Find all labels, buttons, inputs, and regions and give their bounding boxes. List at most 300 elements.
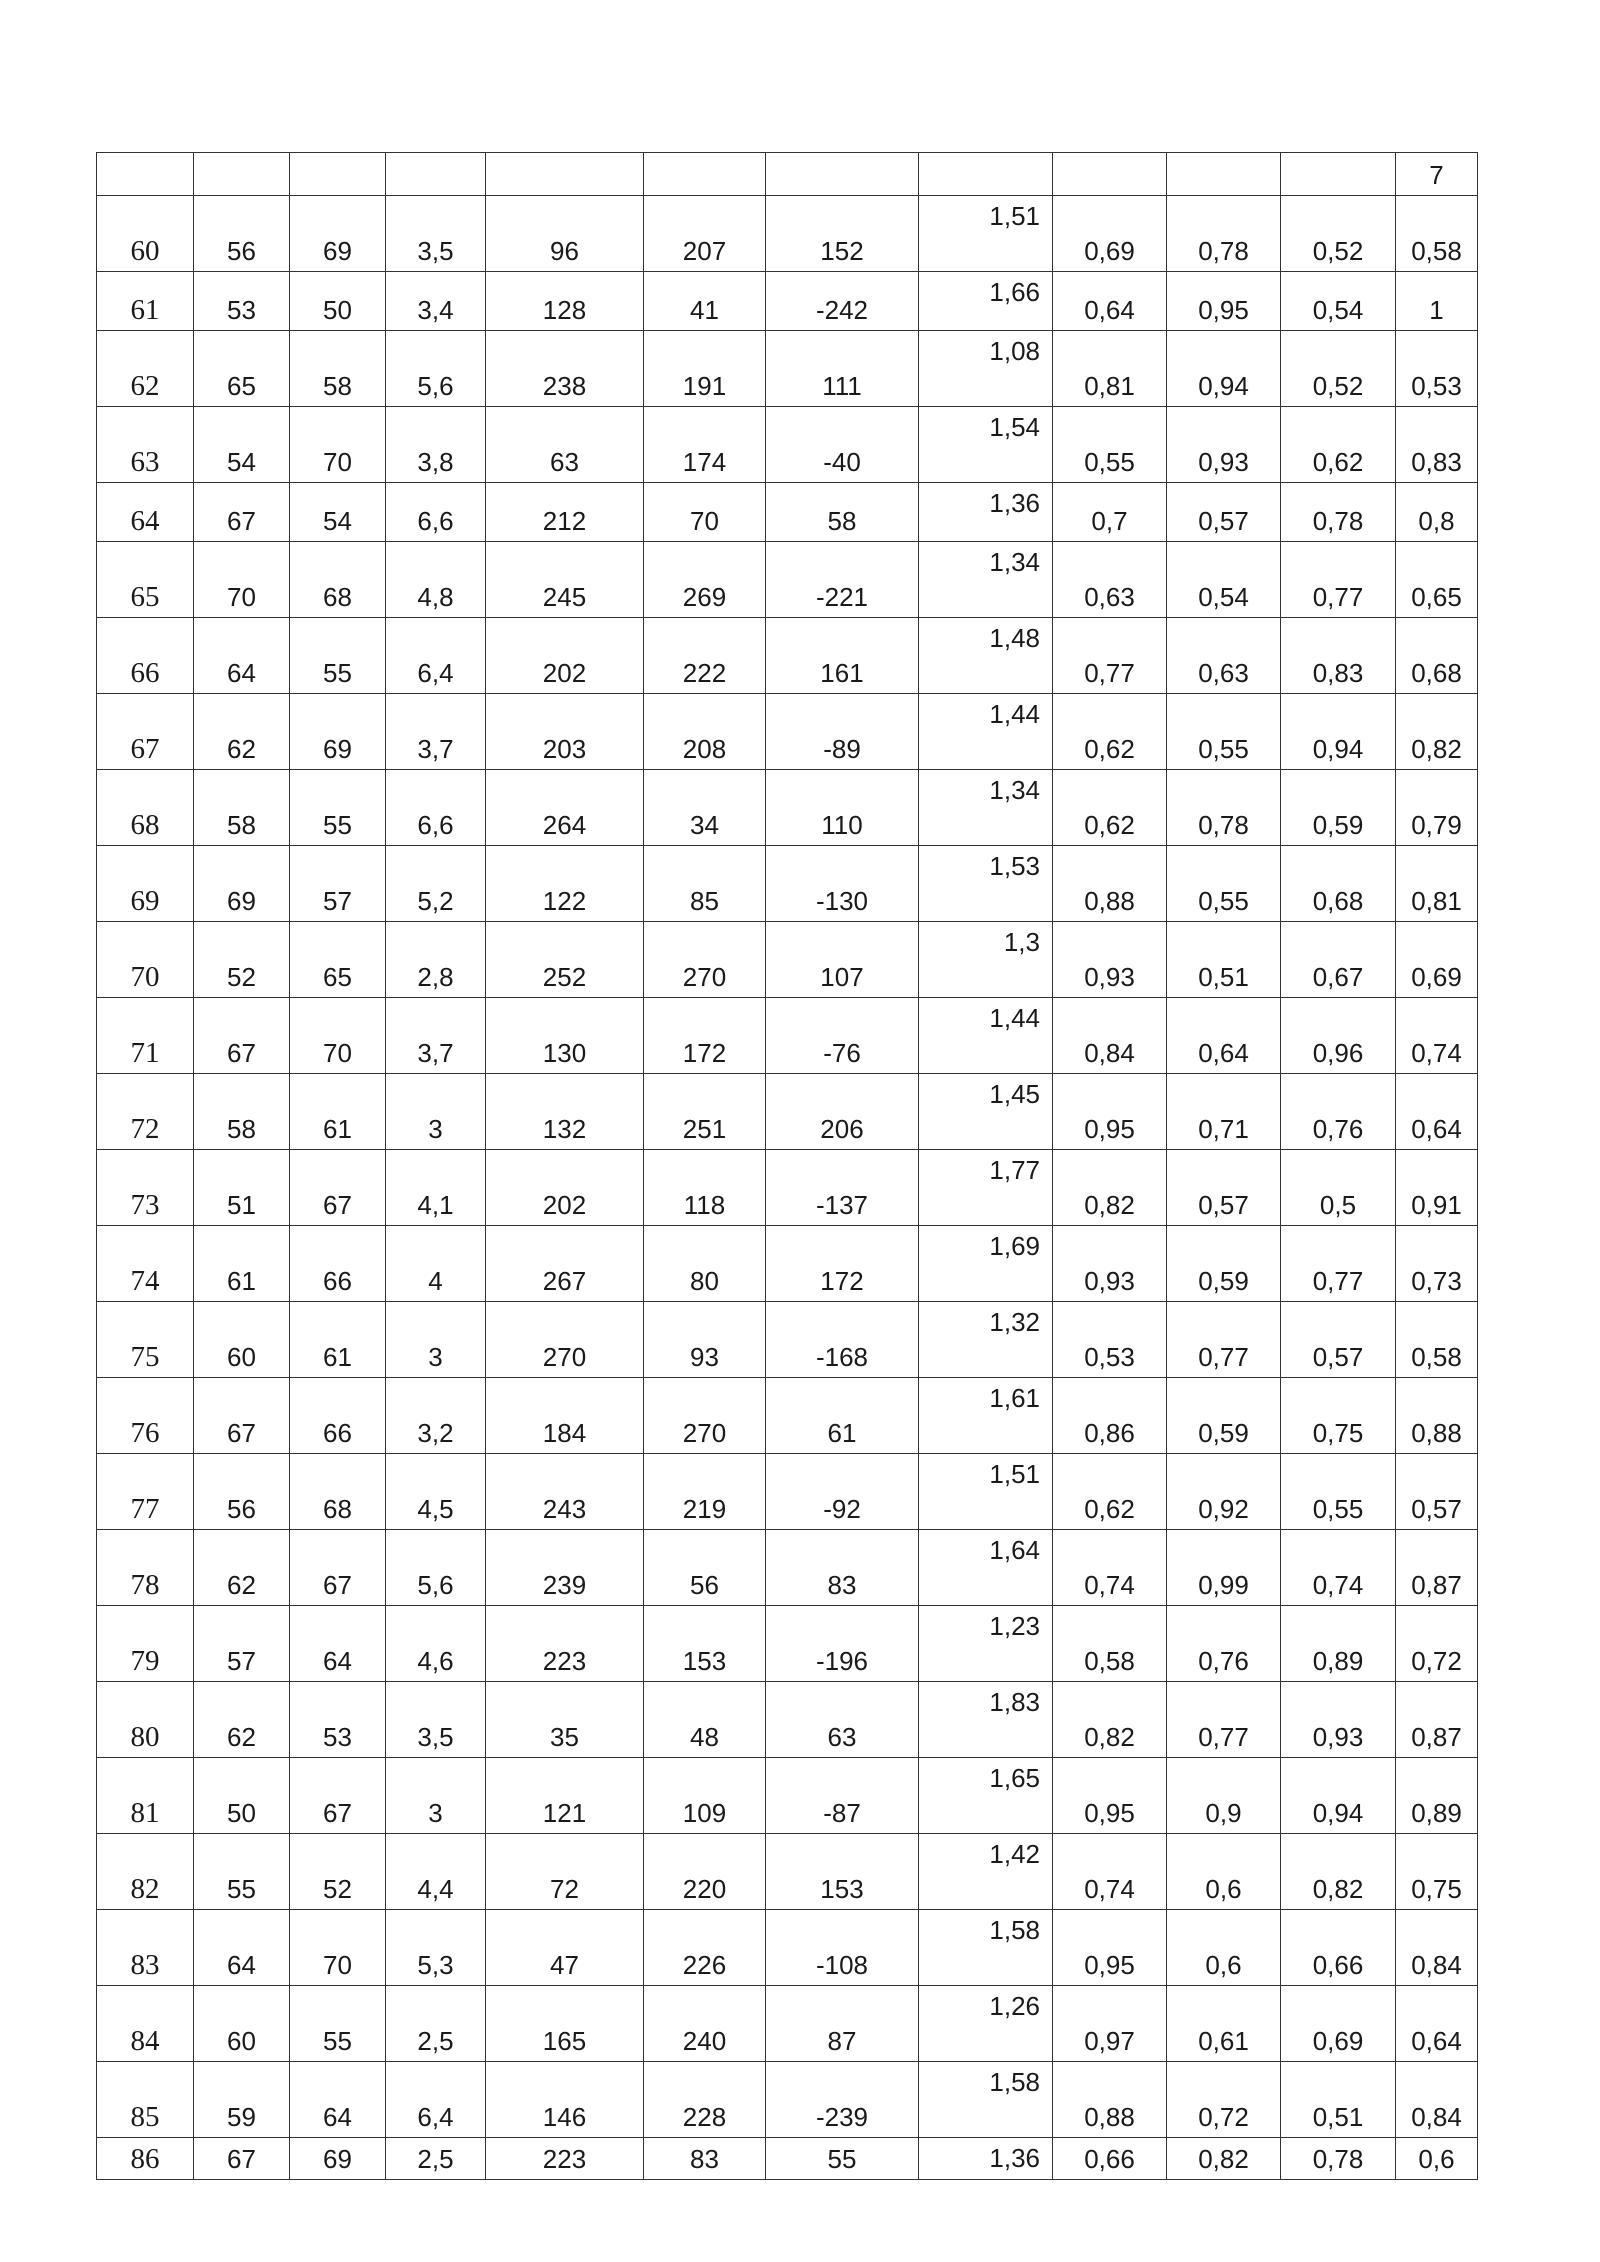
table-cell <box>386 153 486 196</box>
row-number-cell: 72 <box>97 1074 194 1150</box>
table-row <box>97 153 1478 196</box>
table-cell: 0,51 <box>1281 2062 1396 2138</box>
row-number-cell: 85 <box>97 2062 194 2138</box>
table-cell: 0,79 <box>1396 770 1478 846</box>
table-cell: 0,74 <box>1281 1530 1396 1606</box>
table-cell: 267 <box>486 1226 644 1302</box>
table-row <box>97 1606 1478 1682</box>
table-row <box>97 1834 1478 1910</box>
table-row <box>97 618 1478 694</box>
table-cell: 0,93 <box>1167 407 1281 483</box>
table-cell: 0,95 <box>1053 1074 1167 1150</box>
table-cell: 55 <box>766 2138 919 2180</box>
table-row <box>97 272 1478 331</box>
table-cell: 58 <box>194 1074 290 1150</box>
table-cell: 0,72 <box>1167 2062 1281 2138</box>
table-cell: 0,7 <box>1053 483 1167 542</box>
table-cell: -221 <box>766 542 919 618</box>
table-cell: 0,54 <box>1281 272 1396 331</box>
table-row <box>97 846 1478 922</box>
table-cell: 0,62 <box>1053 770 1167 846</box>
table-cell: 264 <box>486 770 644 846</box>
table-cell: 83 <box>766 1530 919 1606</box>
table-cell: 0,77 <box>1281 1226 1396 1302</box>
table-cell: 220 <box>644 1834 766 1910</box>
table-cell: 0,82 <box>1053 1150 1167 1226</box>
table-cell: 270 <box>644 922 766 998</box>
table-cell: 110 <box>766 770 919 846</box>
table-cell: 69 <box>290 694 386 770</box>
table-row <box>97 1454 1478 1530</box>
table-cell: 226 <box>644 1910 766 1986</box>
table-cell: 174 <box>644 407 766 483</box>
row-number-cell: 70 <box>97 922 194 998</box>
table-cell: 240 <box>644 1986 766 2062</box>
table-cell: 0,52 <box>1281 331 1396 407</box>
table-cell: 61 <box>194 1226 290 1302</box>
table-cell: 64 <box>290 2062 386 2138</box>
table-cell: 0,65 <box>1396 542 1478 618</box>
table-cell: 72 <box>486 1834 644 1910</box>
table-cell: 0,93 <box>1053 1226 1167 1302</box>
row-number-cell: 65 <box>97 542 194 618</box>
table-cell: 1,42 <box>919 1834 1053 1910</box>
table-cell: 0,72 <box>1396 1606 1478 1682</box>
table-row <box>97 407 1478 483</box>
table-cell: 62 <box>194 1682 290 1758</box>
table-cell: 0,95 <box>1053 1758 1167 1834</box>
row-number-cell: 82 <box>97 1834 194 1910</box>
table-cell: 207 <box>644 196 766 272</box>
table-cell: -108 <box>766 1910 919 1986</box>
table-cell: 4,5 <box>386 1454 486 1530</box>
table-cell: 50 <box>290 272 386 331</box>
table-cell: 0,84 <box>1053 998 1167 1074</box>
table-cell: 3,7 <box>386 998 486 1074</box>
row-number-cell: 69 <box>97 846 194 922</box>
table-row <box>97 1910 1478 1986</box>
table-cell: -40 <box>766 407 919 483</box>
table-cell: 56 <box>194 196 290 272</box>
table-cell: 0,78 <box>1167 196 1281 272</box>
table-cell: 0,76 <box>1281 1074 1396 1150</box>
table-cell: 64 <box>290 1606 386 1682</box>
table-row <box>97 1378 1478 1454</box>
row-number-cell: 74 <box>97 1226 194 1302</box>
table-cell: 61 <box>290 1074 386 1150</box>
table-cell: 0,78 <box>1281 483 1396 542</box>
table-cell: 55 <box>290 770 386 846</box>
table-cell: 0,75 <box>1396 1834 1478 1910</box>
table-cell <box>1167 153 1281 196</box>
table-cell: 0,88 <box>1053 846 1167 922</box>
table-cell: 146 <box>486 2062 644 2138</box>
table-cell: 0,64 <box>1053 272 1167 331</box>
table-cell: -196 <box>766 1606 919 1682</box>
table-cell <box>486 153 644 196</box>
table-cell: 5,2 <box>386 846 486 922</box>
table-cell: 0,57 <box>1396 1454 1478 1530</box>
table-cell: 34 <box>644 770 766 846</box>
table-cell: 50 <box>194 1758 290 1834</box>
table-cell: 0,59 <box>1167 1378 1281 1454</box>
table-row <box>97 2138 1478 2180</box>
table-cell: -92 <box>766 1454 919 1530</box>
table-cell: 35 <box>486 1682 644 1758</box>
table-cell: 0,62 <box>1281 407 1396 483</box>
row-number-cell: 81 <box>97 1758 194 1834</box>
table-cell: 118 <box>644 1150 766 1226</box>
table-cell: 1,44 <box>919 694 1053 770</box>
table-cell: 7 <box>1396 153 1478 196</box>
table-cell: 96 <box>486 196 644 272</box>
table-cell: 0,99 <box>1167 1530 1281 1606</box>
table-cell: 54 <box>194 407 290 483</box>
table-cell: 0,81 <box>1396 846 1478 922</box>
table-cell: 0,62 <box>1053 694 1167 770</box>
table-cell: 0,94 <box>1167 331 1281 407</box>
table-row <box>97 1986 1478 2062</box>
row-number-cell: 63 <box>97 407 194 483</box>
table-cell: 0,64 <box>1167 998 1281 1074</box>
table-cell: 0,69 <box>1281 1986 1396 2062</box>
table-cell: 0,82 <box>1396 694 1478 770</box>
table-cell: 5,6 <box>386 331 486 407</box>
table-cell: 223 <box>486 2138 644 2180</box>
table-cell: 0,86 <box>1053 1378 1167 1454</box>
table-cell: 130 <box>486 998 644 1074</box>
table-cell: 223 <box>486 1606 644 1682</box>
table-cell: 0,74 <box>1053 1530 1167 1606</box>
table-cell: 58 <box>290 331 386 407</box>
table-cell: 0,83 <box>1396 407 1478 483</box>
table-cell: 1,51 <box>919 196 1053 272</box>
table-cell: 0,88 <box>1396 1378 1478 1454</box>
table-cell: 56 <box>194 1454 290 1530</box>
table-cell: 132 <box>486 1074 644 1150</box>
table-cell: 56 <box>644 1530 766 1606</box>
table-cell: 1,61 <box>919 1378 1053 1454</box>
row-number-cell: 73 <box>97 1150 194 1226</box>
table-cell: 0,6 <box>1167 1910 1281 1986</box>
table-cell: 0,73 <box>1396 1226 1478 1302</box>
table-cell: 58 <box>766 483 919 542</box>
table-cell: 184 <box>486 1378 644 1454</box>
table-cell: -87 <box>766 1758 919 1834</box>
table-cell: 109 <box>644 1758 766 1834</box>
table-cell: 47 <box>486 1910 644 1986</box>
table-row <box>97 1074 1478 1150</box>
table-cell: 0,59 <box>1167 1226 1281 1302</box>
table-cell: 0,66 <box>1053 2138 1167 2180</box>
table-cell: 172 <box>644 998 766 1074</box>
row-number-cell: 86 <box>97 2138 194 2180</box>
table-cell: 219 <box>644 1454 766 1530</box>
table-cell: 1,08 <box>919 331 1053 407</box>
table-cell: 0,6 <box>1396 2138 1478 2180</box>
table-cell: 172 <box>766 1226 919 1302</box>
table-cell: 1,36 <box>919 483 1053 542</box>
table-cell: 1,58 <box>919 2062 1053 2138</box>
table-cell: 4,4 <box>386 1834 486 1910</box>
table-cell: 1,58 <box>919 1910 1053 1986</box>
table-cell: 61 <box>766 1378 919 1454</box>
table-cell: 64 <box>194 618 290 694</box>
row-number-cell: 75 <box>97 1302 194 1378</box>
table-cell: 107 <box>766 922 919 998</box>
table-cell: 0,78 <box>1281 2138 1396 2180</box>
table-cell: 1,54 <box>919 407 1053 483</box>
table-cell: 0,55 <box>1167 846 1281 922</box>
table-cell: 51 <box>194 1150 290 1226</box>
table-cell: 0,92 <box>1167 1454 1281 1530</box>
row-number-cell: 83 <box>97 1910 194 1986</box>
table-cell: 61 <box>290 1302 386 1378</box>
table-cell: 165 <box>486 1986 644 2062</box>
row-number-cell: 66 <box>97 618 194 694</box>
table-cell: -89 <box>766 694 919 770</box>
table-cell: 0,58 <box>1053 1606 1167 1682</box>
row-number-cell: 71 <box>97 998 194 1074</box>
table-cell: 0,77 <box>1053 618 1167 694</box>
table-cell: 67 <box>194 2138 290 2180</box>
table-cell: 0,57 <box>1167 1150 1281 1226</box>
table-cell: 0,91 <box>1396 1150 1478 1226</box>
table-cell: 0,89 <box>1396 1758 1478 1834</box>
table-cell: 1,65 <box>919 1758 1053 1834</box>
table-cell: 1 <box>1396 272 1478 331</box>
table-cell <box>1281 153 1396 196</box>
table-cell: 153 <box>644 1606 766 1682</box>
table-cell: 1,34 <box>919 770 1053 846</box>
table-cell: 153 <box>766 1834 919 1910</box>
table-cell: 1,48 <box>919 618 1053 694</box>
table-cell: 59 <box>194 2062 290 2138</box>
table-row <box>97 331 1478 407</box>
table-cell: 68 <box>290 542 386 618</box>
table-cell: 0,66 <box>1281 1910 1396 1986</box>
table-cell: 0,93 <box>1053 922 1167 998</box>
table-cell: 80 <box>644 1226 766 1302</box>
table-cell: 0,94 <box>1281 694 1396 770</box>
row-number-cell: 60 <box>97 196 194 272</box>
table-cell: 6,4 <box>386 2062 486 2138</box>
table-cell: 203 <box>486 694 644 770</box>
table-cell: 0,69 <box>1053 196 1167 272</box>
table-cell: 212 <box>486 483 644 542</box>
table-cell: 128 <box>486 272 644 331</box>
table-cell: 85 <box>644 846 766 922</box>
table-cell: 70 <box>644 483 766 542</box>
table-cell: 0,6 <box>1167 1834 1281 1910</box>
table-cell: 121 <box>486 1758 644 1834</box>
table-cell: 0,53 <box>1053 1302 1167 1378</box>
table-cell: 206 <box>766 1074 919 1150</box>
table-cell: 152 <box>766 196 919 272</box>
table-cell: 48 <box>644 1682 766 1758</box>
table-cell: 1,51 <box>919 1454 1053 1530</box>
table-cell: 1,26 <box>919 1986 1053 2062</box>
table-cell: 65 <box>194 331 290 407</box>
table-cell: -76 <box>766 998 919 1074</box>
table-cell: 0,68 <box>1396 618 1478 694</box>
table-cell: 55 <box>290 618 386 694</box>
table-cell: 1,34 <box>919 542 1053 618</box>
table-cell: 0,83 <box>1281 618 1396 694</box>
table-cell: 0,95 <box>1053 1910 1167 1986</box>
table-cell: 55 <box>290 1986 386 2062</box>
table-cell: 0,97 <box>1053 1986 1167 2062</box>
table-cell: 67 <box>290 1150 386 1226</box>
table-cell: 0,64 <box>1396 1986 1478 2062</box>
table-cell: 57 <box>290 846 386 922</box>
table-cell: 270 <box>486 1302 644 1378</box>
table-cell <box>766 153 919 196</box>
table-cell: 83 <box>644 2138 766 2180</box>
table-cell: 93 <box>644 1302 766 1378</box>
table-cell: 69 <box>194 846 290 922</box>
table-row <box>97 1226 1478 1302</box>
table-cell: -242 <box>766 272 919 331</box>
table-cell: 0,5 <box>1281 1150 1396 1226</box>
table-cell: 64 <box>194 1910 290 1986</box>
row-number-cell: 64 <box>97 483 194 542</box>
table-cell: 0,63 <box>1053 542 1167 618</box>
table-cell: 0,9 <box>1167 1758 1281 1834</box>
row-number-cell: 76 <box>97 1378 194 1454</box>
table-cell: 55 <box>194 1834 290 1910</box>
table-cell: 6,4 <box>386 618 486 694</box>
table-cell: 0,74 <box>1053 1834 1167 1910</box>
row-number-cell: 68 <box>97 770 194 846</box>
table-cell: 4,6 <box>386 1606 486 1682</box>
table-row <box>97 483 1478 542</box>
table-cell: 4 <box>386 1226 486 1302</box>
row-number-cell: 79 <box>97 1606 194 1682</box>
table-cell: 6,6 <box>386 770 486 846</box>
table-cell: 54 <box>290 483 386 542</box>
table-cell: 239 <box>486 1530 644 1606</box>
table-cell: 66 <box>290 1378 386 1454</box>
table-row <box>97 1758 1478 1834</box>
table-cell: 2,5 <box>386 2138 486 2180</box>
table-cell: 62 <box>194 1530 290 1606</box>
table-body <box>97 153 1478 2180</box>
table-row <box>97 1530 1478 1606</box>
table-cell: 60 <box>194 1986 290 2062</box>
table-cell: 69 <box>290 196 386 272</box>
table-cell: 52 <box>194 922 290 998</box>
row-number-cell: 80 <box>97 1682 194 1758</box>
table-cell: 5,6 <box>386 1530 486 1606</box>
table-cell: 0,75 <box>1281 1378 1396 1454</box>
table-cell: 0,51 <box>1167 922 1281 998</box>
table-cell: 0,58 <box>1396 196 1478 272</box>
table-row <box>97 770 1478 846</box>
table-cell: 3 <box>386 1302 486 1378</box>
table-cell: 0,88 <box>1053 2062 1167 2138</box>
table-cell: 0,77 <box>1167 1302 1281 1378</box>
table-cell: 52 <box>290 1834 386 1910</box>
table-cell: 6,6 <box>386 483 486 542</box>
table-cell: 0,52 <box>1281 196 1396 272</box>
table-cell: 0,81 <box>1053 331 1167 407</box>
table-cell: 0,68 <box>1281 846 1396 922</box>
table-cell <box>644 153 766 196</box>
table-cell: 3,7 <box>386 694 486 770</box>
table-cell: 1,32 <box>919 1302 1053 1378</box>
table-cell: 3,5 <box>386 1682 486 1758</box>
table-cell: 0,87 <box>1396 1682 1478 1758</box>
table-row <box>97 998 1478 1074</box>
table-cell: -239 <box>766 2062 919 2138</box>
table-row <box>97 2062 1478 2138</box>
table-cell: 0,77 <box>1167 1682 1281 1758</box>
table-cell: 0,82 <box>1167 2138 1281 2180</box>
table-cell: 70 <box>194 542 290 618</box>
table-cell: 62 <box>194 694 290 770</box>
table-cell: 0,55 <box>1053 407 1167 483</box>
table-cell: 53 <box>290 1682 386 1758</box>
table-cell: 70 <box>290 1910 386 1986</box>
table-cell: 3,5 <box>386 196 486 272</box>
table-cell: 0,57 <box>1167 483 1281 542</box>
table-cell <box>919 153 1053 196</box>
table-cell: 0,57 <box>1281 1302 1396 1378</box>
table-cell <box>194 153 290 196</box>
table-cell: 252 <box>486 922 644 998</box>
data-table <box>96 152 1478 2180</box>
table-cell: 191 <box>644 331 766 407</box>
table-cell: 0,76 <box>1167 1606 1281 1682</box>
table-cell: 67 <box>290 1530 386 1606</box>
table-cell: 57 <box>194 1606 290 1682</box>
table-cell: 0,67 <box>1281 922 1396 998</box>
table-row <box>97 1302 1478 1378</box>
table-cell: 0,59 <box>1281 770 1396 846</box>
table-cell: 1,3 <box>919 922 1053 998</box>
table-cell <box>290 153 386 196</box>
table-cell: 4,8 <box>386 542 486 618</box>
table-cell: 0,55 <box>1167 694 1281 770</box>
table-cell: 122 <box>486 846 644 922</box>
table-cell: 67 <box>194 998 290 1074</box>
table-cell: 0,53 <box>1396 331 1478 407</box>
table-cell: 63 <box>766 1682 919 1758</box>
table-cell: 0,61 <box>1167 1986 1281 2062</box>
table-row <box>97 694 1478 770</box>
table-cell: 67 <box>194 1378 290 1454</box>
table-cell: -130 <box>766 846 919 922</box>
table-cell: 0,74 <box>1396 998 1478 1074</box>
table-cell: 0,58 <box>1396 1302 1478 1378</box>
table-cell: 3,4 <box>386 272 486 331</box>
table-cell: 0,8 <box>1396 483 1478 542</box>
table-cell: 0,82 <box>1281 1834 1396 1910</box>
table-cell: 243 <box>486 1454 644 1530</box>
table-cell: 0,69 <box>1396 922 1478 998</box>
table-cell: 238 <box>486 331 644 407</box>
table-cell: 1,23 <box>919 1606 1053 1682</box>
table-row <box>97 542 1478 618</box>
table-cell: 66 <box>290 1226 386 1302</box>
table-cell: 3 <box>386 1074 486 1150</box>
table-cell: 270 <box>644 1378 766 1454</box>
table-row <box>97 1150 1478 1226</box>
table-cell: 111 <box>766 331 919 407</box>
table-cell: 0,62 <box>1053 1454 1167 1530</box>
row-number-cell: 61 <box>97 272 194 331</box>
